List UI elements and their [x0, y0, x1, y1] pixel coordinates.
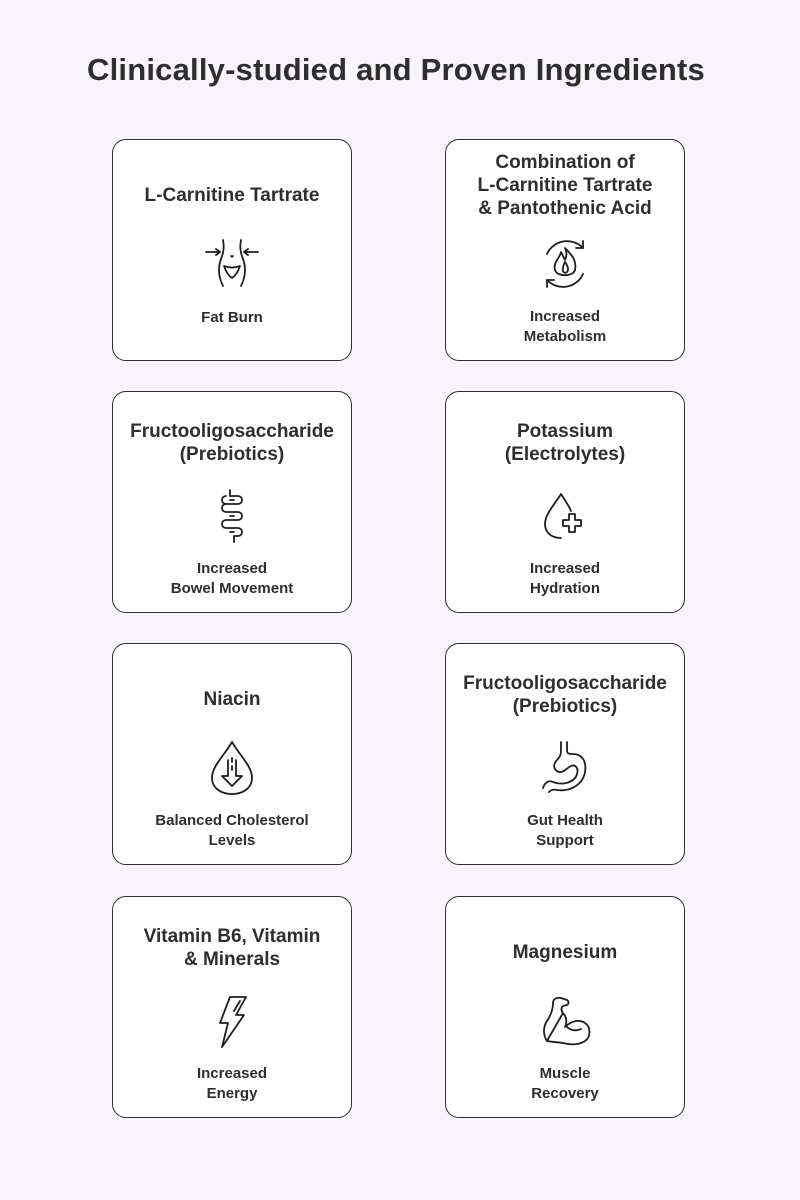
ingredient-name: Niacin [203, 689, 261, 710]
page-title: Clinically-studied and Proven Ingredients [87, 52, 705, 87]
ingredient-card [445, 896, 685, 1118]
benefit-label: Increased Hydration [529, 560, 601, 597]
drop-arrow-down-icon [200, 736, 264, 800]
intestine-icon [200, 484, 264, 548]
benefit-label: Fat Burn [201, 309, 263, 326]
ingredient-name: Vitamin B6, Vitamin & Minerals [143, 926, 321, 970]
ingredient-name: Combination of L-Carnitine Tartrate & Pantothenic Acid [477, 152, 653, 219]
ingredient-card [445, 391, 685, 613]
ingredient-card [112, 896, 352, 1118]
benefit-label: Muscle Recovery [531, 1065, 599, 1102]
metabolism-flame-icon [533, 232, 597, 296]
benefit-label: Increased Metabolism [523, 308, 607, 345]
ingredient-card [112, 139, 352, 361]
ingredient-card [112, 391, 352, 613]
ingredient-card [445, 643, 685, 865]
ingredient-card [445, 139, 685, 361]
benefit-label: Increased Bowel Movement [170, 560, 294, 597]
benefit-label: Balanced Cholesterol Levels [155, 812, 309, 849]
benefit-label: Increased Energy [196, 1065, 268, 1102]
stomach-icon [533, 736, 597, 800]
flexed-arm-icon [533, 989, 597, 1053]
ingredient-name: Potassium (Electrolytes) [504, 421, 626, 465]
ingredient-name: Magnesium [512, 942, 618, 963]
ingredient-name: L-Carnitine Tartrate [144, 185, 320, 206]
ingredient-card [112, 643, 352, 865]
waist-icon [200, 232, 264, 296]
benefit-label: Gut Health Support [527, 812, 603, 849]
ingredient-name: Fructooligosaccharide (Prebiotics) [130, 421, 334, 465]
ingredient-name: Fructooligosaccharide (Prebiotics) [463, 673, 667, 717]
lightning-bolt-icon [200, 989, 264, 1053]
water-drop-plus-icon [533, 484, 597, 548]
